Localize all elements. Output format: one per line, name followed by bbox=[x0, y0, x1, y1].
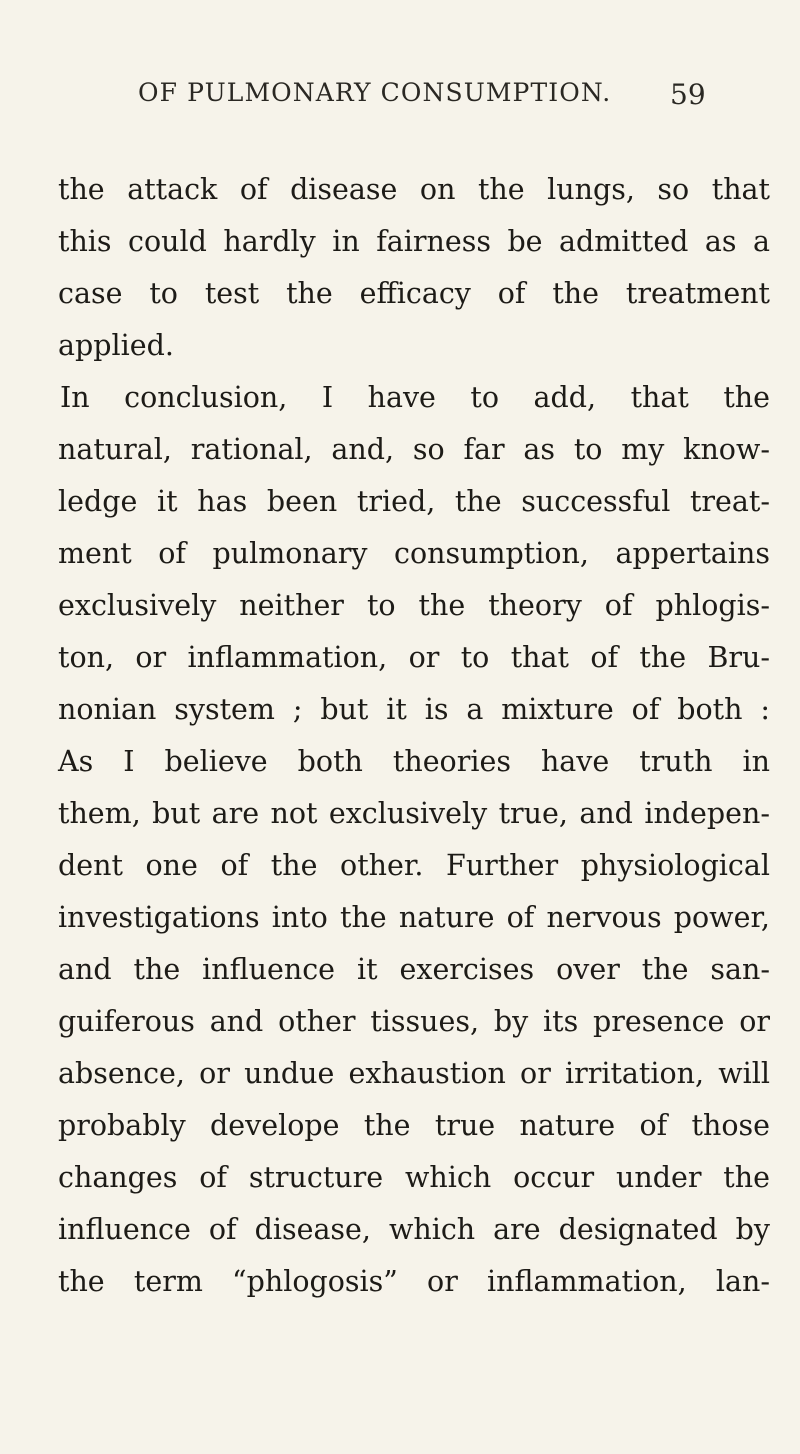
text-line: probably develope the true nature of those bbox=[58, 1109, 770, 1142]
page-number: 59 bbox=[670, 78, 706, 111]
text-line: absence, or undue exhaustion or irritation, will bbox=[58, 1057, 770, 1090]
text-line: them, but are not exclusively true, and indepen- bbox=[58, 797, 770, 830]
text-line: applied. bbox=[58, 329, 174, 362]
text-line: exclusively neither to the theory of phlogis- bbox=[58, 589, 770, 622]
text-line: this could hardly in fairness be admitted as a bbox=[58, 225, 770, 258]
text-line: investigations into the nature of nervous power, bbox=[58, 901, 770, 934]
text-line: ment of pulmonary consumption, appertains bbox=[58, 537, 770, 570]
text-line: ton, or inflammation, or to that of the Bru- bbox=[58, 641, 770, 674]
text-line: nonian system ; but it is a mixture of both : bbox=[58, 693, 770, 726]
text-line: the term “phlogosis” or inflammation, lan- bbox=[58, 1265, 770, 1298]
running-head: OF PULMONARY CONSUMPTION. bbox=[138, 78, 612, 107]
text-line: In conclusion, I have to add, that the bbox=[60, 381, 770, 414]
text-line: dent one of the other. Further physiological bbox=[58, 849, 770, 882]
text-line: changes of structure which occur under the bbox=[58, 1161, 770, 1194]
body-text bbox=[58, 164, 770, 1308]
text-line: case to test the efficacy of the treatment bbox=[58, 277, 770, 310]
text-line: and the influence it exercises over the san- bbox=[58, 953, 770, 986]
text-line: influence of disease, which are designated by bbox=[58, 1213, 770, 1246]
page-header bbox=[0, 78, 800, 118]
text-line: guiferous and other tissues, by its presence or bbox=[58, 1005, 770, 1038]
text-line: the attack of disease on the lungs, so that bbox=[58, 173, 770, 206]
text-line: ledge it has been tried, the successful treat- bbox=[58, 485, 770, 518]
text-line: As I believe both theories have truth in bbox=[58, 745, 770, 778]
text-line: natural, rational, and, so far as to my know- bbox=[58, 433, 770, 466]
